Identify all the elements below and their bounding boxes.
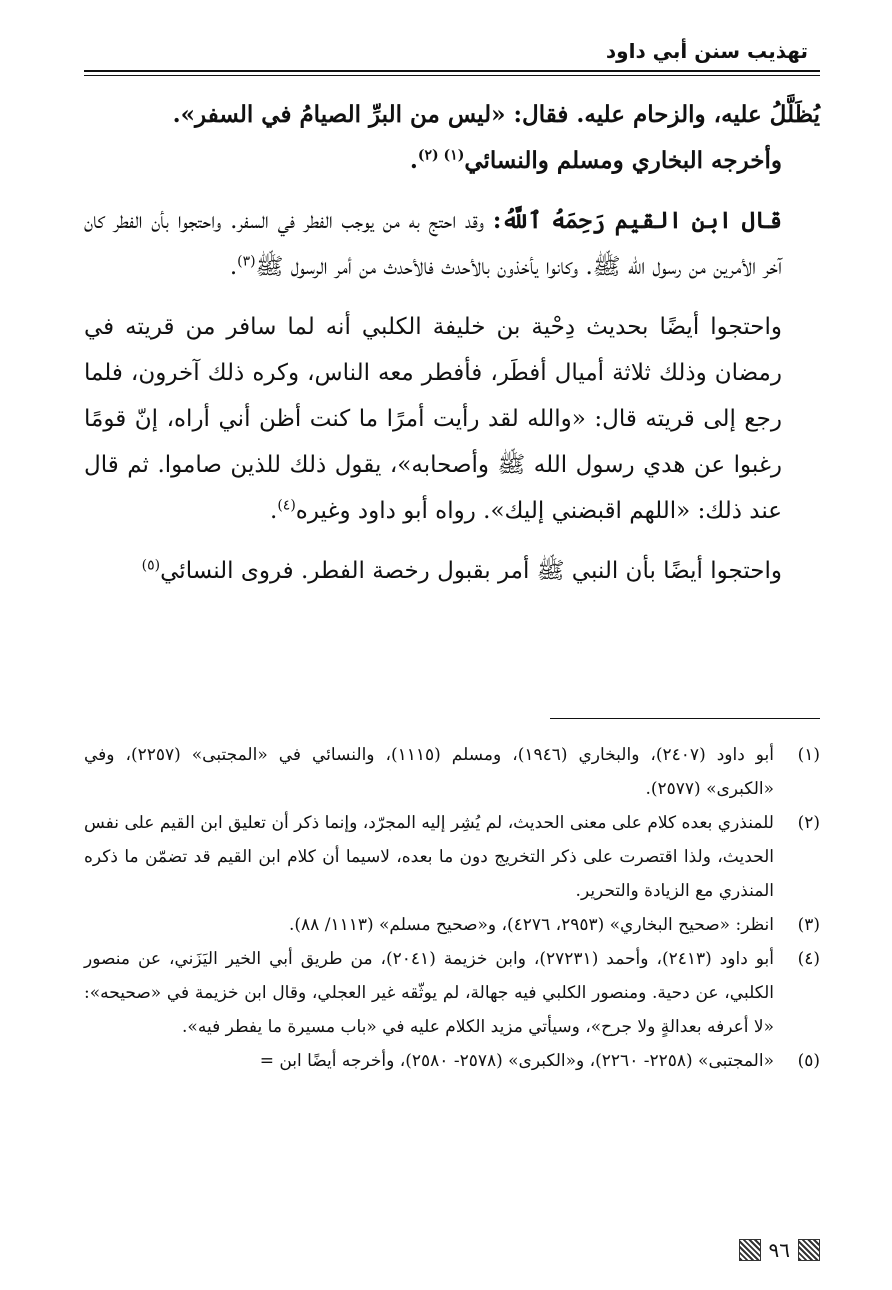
footnote-number: (٤) (797, 949, 820, 969)
running-title: تهذيب سنن أبي داود (605, 39, 808, 63)
footnote-number: (١) (797, 745, 820, 765)
footnote-ref-5: (٥) (141, 557, 161, 574)
footnote-text: أبو داود (٢٤١٣)، وأحمد (٢٧٢٣١)، وابن خزيمة (٢٠٤١)، من طريق أبي الخير اليَزَني، عن منصور الكلبي، عن دحية. ومنصور الكلبي فيه جهالة، لم يوثّقه غير العجلي، وقال ابن خزيمة في «صحيحه»: «لا أعرفه بعدالةٍ ولا جرح»، وسيأتي مزيد الكلام عليه في «باب مسيرة ما يفطر فيه». (84, 949, 774, 1037)
footnote-number: (٣) (797, 915, 820, 935)
footnote-text: للمنذري بعده كلام على معنى الحديث، لم يُشِر إليه المجرّد، وإنما ذكر أن تعليق ابن القيم على نفس الحديث، ولذا اقتصرت على ذكر التخريج دون ما بعده، لاسيما أن كلام ابن القيم قد تضمّن ما ذكره المنذري مع الزيادة والتحرير. (84, 813, 774, 901)
paragraph-4-end: . (270, 498, 278, 524)
footnotes (84, 738, 820, 1078)
ornament-icon (798, 1239, 820, 1261)
paragraph-5-text: واحتجوا أيضًا بأن النبي ﷺ أمر بقبول رخصة الفطر. فروى النسائي (160, 558, 782, 584)
paragraph-3-text: وقد احتج به من يوجب الفطر في السفر. واحتجوا بأن الفطر كان آخر الأمرين من رسول الله ﷺ. وكانوا يأخذون بالأحدث فالأحدث من أمر الرسول ﷺ (84, 208, 782, 280)
ibn-qayyim-lead: قال ابن القيم رَحِمَهُ ٱللَّهُ: (492, 207, 782, 234)
footnote-text: أبو داود (٢٤٠٧)، والبخاري (١٩٤٦)، ومسلم (١١١٥)، والنسائي في «المجتبى» (٢٢٥٧)، وفي «الكبرى» (٢٥٧٧). (84, 745, 774, 799)
ornament-icon (739, 1239, 761, 1261)
header-rule-thin (84, 75, 820, 76)
footnote-ref-4: (٤) (277, 497, 296, 514)
footnote-1 (84, 738, 820, 806)
paragraph-4-text: واحتجوا أيضًا بحديث دِحْية بن خليفة الكلبي أنه لما سافر من قريته في رمضان وذلك ثلاثة أميال أفطَر، فأفطر معه الناس، وكره ذلك آخرون، فلما رجع إلى قريته قال: «والله لقد رأيت أمرًا ما كنت أظن أني أراه، إنّ قومًا رغبوا عن هدي رسول الله ﷺ وأصحابه»، يقول ذلك للذين صاموا. ثم قال عند ذلك: «اللهم اقبضني إليك». رواه أبو داود وغيره (84, 314, 782, 524)
footnote-3 (84, 908, 820, 942)
page-number-block (739, 1236, 820, 1264)
paragraph-3-end: . (229, 254, 238, 280)
main-text (84, 92, 820, 594)
footnote-ref-1-2: (١) (٢) (417, 147, 465, 164)
page-number: ٩٦ (768, 1238, 790, 1262)
footnote-text: انظر: «صحيح البخاري» (٢٩٥٣، ٤٢٧٦)، و«صحيح مسلم» (١١١٣/ ٨٨). (288, 915, 774, 935)
footnote-4 (84, 942, 820, 1044)
footnote-number: (٥) (797, 1051, 820, 1071)
footnote-separator (550, 718, 820, 719)
footnote-number: (٢) (797, 813, 820, 833)
paragraph-4 (84, 304, 820, 534)
footnote-ref-3: (٣) (237, 253, 256, 270)
footnote-2 (84, 806, 820, 908)
header-rule (84, 70, 820, 72)
footnote-5 (84, 1044, 820, 1078)
paragraph-2-text: وأخرجه البخاري ومسلم والنسائي (464, 147, 782, 174)
footnote-text: «المجتبى» (٢٢٥٨- ٢٢٦٠)، و«الكبرى» (٢٥٧٨- ٢٥٨٠)، وأخرجه أيضًا ابن = (259, 1051, 774, 1071)
paragraph-5 (84, 548, 820, 594)
paragraph-2: وأخرجه البخاري ومسلم والنسائي$^{(١) (٢)}$. (409, 147, 782, 174)
paragraph-3 (84, 198, 820, 290)
paragraph-1: يُظَلَّلُ عليه، والزحام عليه. فقال: «ليس من البرِّ الصيامُ في السفر». (172, 101, 820, 128)
